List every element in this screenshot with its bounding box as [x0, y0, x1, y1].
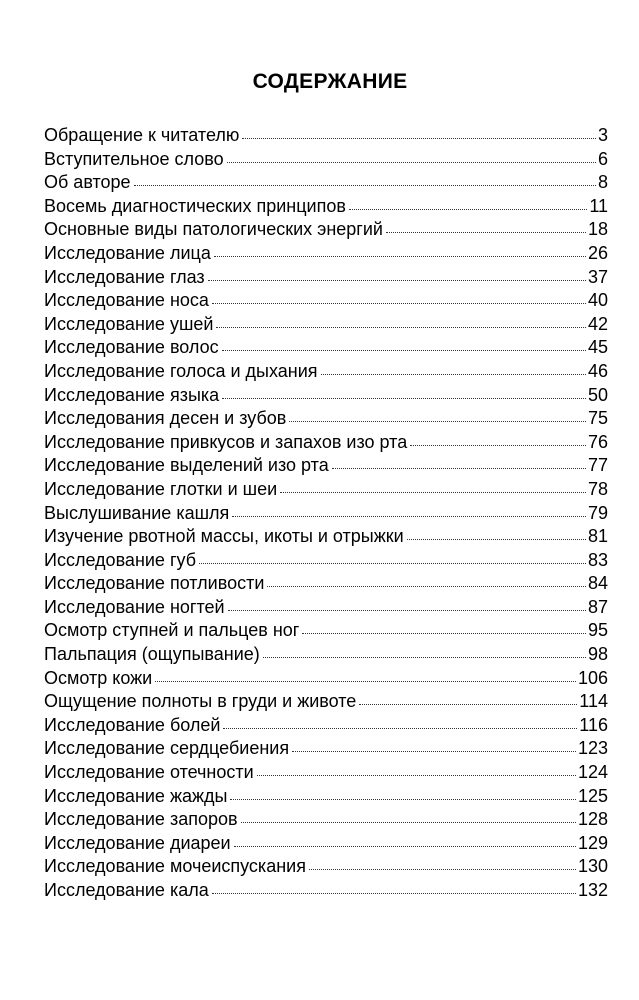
- toc-entry: [44, 855, 608, 879]
- toc-entry-page-number: 84: [587, 573, 608, 594]
- toc-entry-page-number: 128: [577, 809, 608, 830]
- toc-entry-title: Исследование языка: [44, 384, 220, 405]
- toc-entry-title: Об авторе: [44, 172, 131, 193]
- toc-entry-page-number: 3: [597, 125, 608, 145]
- dot-leader: [222, 398, 586, 399]
- toc-entry-page-number: 46: [587, 360, 608, 381]
- toc-entry-title: Пальпация (ощупывание): [44, 644, 260, 665]
- toc-entry-title: Ощущение полноты в груди и животе: [44, 691, 357, 712]
- toc-entry-title: Исследование жажды: [44, 785, 228, 806]
- toc-entry-page-number: 132: [577, 880, 608, 900]
- toc-entry-title: Исследование мочеиспускания: [44, 856, 306, 877]
- dot-leader: [199, 563, 586, 564]
- toc-entry-page-number: 124: [577, 762, 608, 783]
- toc-entry-title: Изучение рвотной массы, икоты и отрыжки: [44, 526, 404, 547]
- toc-entry-page-number: 83: [587, 549, 608, 570]
- dot-leader: [134, 185, 596, 186]
- toc-entry-page-number: 123: [577, 738, 608, 759]
- toc-entry-page-number: 40: [587, 290, 608, 311]
- toc-entry: [44, 289, 608, 313]
- toc-entry-page-number: 75: [587, 408, 608, 429]
- toc-entry: [44, 525, 608, 549]
- dot-leader: [302, 633, 586, 634]
- toc-entry: [44, 242, 608, 266]
- dot-leader: [257, 775, 576, 776]
- toc-entry-title: Осмотр ступней и пальцев ног: [44, 620, 300, 641]
- dot-leader: [410, 445, 586, 446]
- dot-leader: [267, 586, 586, 587]
- dot-leader: [359, 704, 577, 705]
- toc-entry-title: Исследование сердцебиения: [44, 738, 290, 759]
- toc-entry-title: Вступительное слово: [44, 148, 224, 169]
- toc-entry-title: Исследование потливости: [44, 573, 265, 594]
- dot-leader: [309, 869, 576, 870]
- dot-leader: [332, 468, 586, 469]
- dot-leader: [321, 374, 586, 375]
- toc-entry-title: Исследование диареи: [44, 832, 231, 853]
- toc-entry-page-number: 114: [579, 691, 608, 712]
- toc-entry-page-number: 78: [587, 478, 608, 499]
- toc-entry-page-number: 11: [589, 195, 608, 216]
- toc-entry-page-number: 37: [587, 266, 608, 287]
- toc-entry-title: Исследование отечности: [44, 762, 254, 783]
- toc-entry-page-number: 50: [587, 384, 608, 405]
- toc-entry-page-number: 76: [587, 431, 608, 452]
- toc-entry: [44, 761, 608, 785]
- toc-entry-title: Исследование кала: [44, 880, 209, 900]
- toc-entry-title: Исследование лица: [44, 242, 211, 263]
- toc-entry-title: Исследование запоров: [44, 809, 238, 830]
- toc-entry: [44, 832, 608, 856]
- toc-entry-page-number: 81: [587, 526, 608, 547]
- toc-entry: [44, 714, 608, 738]
- page-title: СОДЕРЖАНИЕ: [252, 70, 408, 93]
- toc-entry: [44, 502, 608, 526]
- toc-entry-page-number: 98: [587, 644, 608, 665]
- toc-entry: [44, 384, 608, 408]
- toc-entry: [44, 737, 608, 761]
- table-of-contents: [44, 124, 608, 903]
- dot-leader: [263, 657, 586, 658]
- toc-entry-title: Исследование губ: [44, 549, 197, 570]
- toc-entry: [44, 195, 608, 219]
- toc-entry: [44, 266, 608, 290]
- toc-entry-title: Исследование выделений изо рта: [44, 455, 329, 476]
- toc-entry: [44, 596, 608, 620]
- toc-entry-page-number: 77: [587, 455, 608, 476]
- toc-entry-title: Обращение к читателю: [44, 125, 240, 145]
- toc-entry: [44, 667, 608, 691]
- dot-leader: [228, 610, 586, 611]
- toc-entry: [44, 218, 608, 242]
- dot-leader: [155, 681, 576, 682]
- dot-leader: [386, 232, 586, 233]
- dot-leader: [234, 846, 576, 847]
- toc-entry-title: Основные виды патологических энергий: [44, 219, 383, 240]
- dot-leader: [241, 822, 576, 823]
- toc-entry: [44, 785, 608, 809]
- toc-entry-page-number: 8: [597, 172, 608, 193]
- toc-entry-title: Исследование ушей: [44, 313, 214, 334]
- toc-entry-title: Исследования десен и зубов: [44, 408, 287, 429]
- toc-entry-title: Исследование болей: [44, 714, 221, 735]
- toc-entry-title: Исследование волос: [44, 337, 219, 358]
- toc-entry: [44, 336, 608, 360]
- toc-entry: [44, 690, 608, 714]
- toc-entry-page-number: 106: [577, 667, 608, 688]
- toc-entry: [44, 360, 608, 384]
- dot-leader: [208, 280, 586, 281]
- toc-entry-page-number: 42: [587, 313, 608, 334]
- toc-entry-page-number: 87: [587, 596, 608, 617]
- toc-entry-page-number: 6: [597, 148, 608, 169]
- toc-entry-title: Выслушивание кашля: [44, 502, 230, 523]
- dot-leader: [232, 516, 586, 517]
- toc-entry: [44, 313, 608, 337]
- toc-entry-page-number: 130: [577, 856, 608, 877]
- toc-entry: [44, 879, 608, 903]
- toc-entry-page-number: 125: [577, 785, 608, 806]
- dot-leader: [216, 327, 586, 328]
- toc-entry: [44, 643, 608, 667]
- toc-entry-page-number: 95: [587, 620, 608, 641]
- dot-leader: [242, 138, 596, 139]
- toc-entry: [44, 124, 608, 148]
- dot-leader: [292, 751, 576, 752]
- toc-entry-title: Исследование глаз: [44, 266, 205, 287]
- dot-leader: [230, 799, 575, 800]
- toc-entry: [44, 454, 608, 478]
- toc-entry-title: Исследование глотки и шеи: [44, 478, 278, 499]
- toc-entry-page-number: 79: [587, 502, 608, 523]
- dot-leader: [212, 893, 576, 894]
- toc-entry: [44, 431, 608, 455]
- toc-entry-page-number: 26: [587, 242, 608, 263]
- toc-entry-page-number: 18: [587, 219, 608, 240]
- toc-entry-title: Исследование ногтей: [44, 596, 225, 617]
- toc-entry: [44, 171, 608, 195]
- dot-leader: [212, 303, 586, 304]
- toc-entry: [44, 478, 608, 502]
- toc-entry: [44, 407, 608, 431]
- dot-leader: [289, 421, 586, 422]
- dot-leader: [223, 728, 577, 729]
- dot-leader: [407, 539, 586, 540]
- toc-entry-page-number: 129: [577, 832, 608, 853]
- dot-leader: [349, 209, 587, 210]
- toc-entry-title: Исследование носа: [44, 290, 209, 311]
- dot-leader: [227, 162, 596, 163]
- toc-entry: [44, 148, 608, 172]
- toc-entry-title: Исследование голоса и дыхания: [44, 360, 318, 381]
- toc-entry-page-number: 45: [587, 337, 608, 358]
- toc-entry: [44, 619, 608, 643]
- dot-leader: [280, 492, 586, 493]
- toc-entry: [44, 549, 608, 573]
- toc-entry-title: Осмотр кожи: [44, 667, 153, 688]
- dot-leader: [222, 350, 586, 351]
- toc-entry: [44, 808, 608, 832]
- toc-entry-title: Исследование привкусов и запахов изо рта: [44, 431, 408, 452]
- toc-entry-page-number: 116: [579, 714, 608, 735]
- dot-leader: [214, 256, 586, 257]
- toc-entry: [44, 572, 608, 596]
- toc-entry-title: Восемь диагностических принципов: [44, 195, 346, 216]
